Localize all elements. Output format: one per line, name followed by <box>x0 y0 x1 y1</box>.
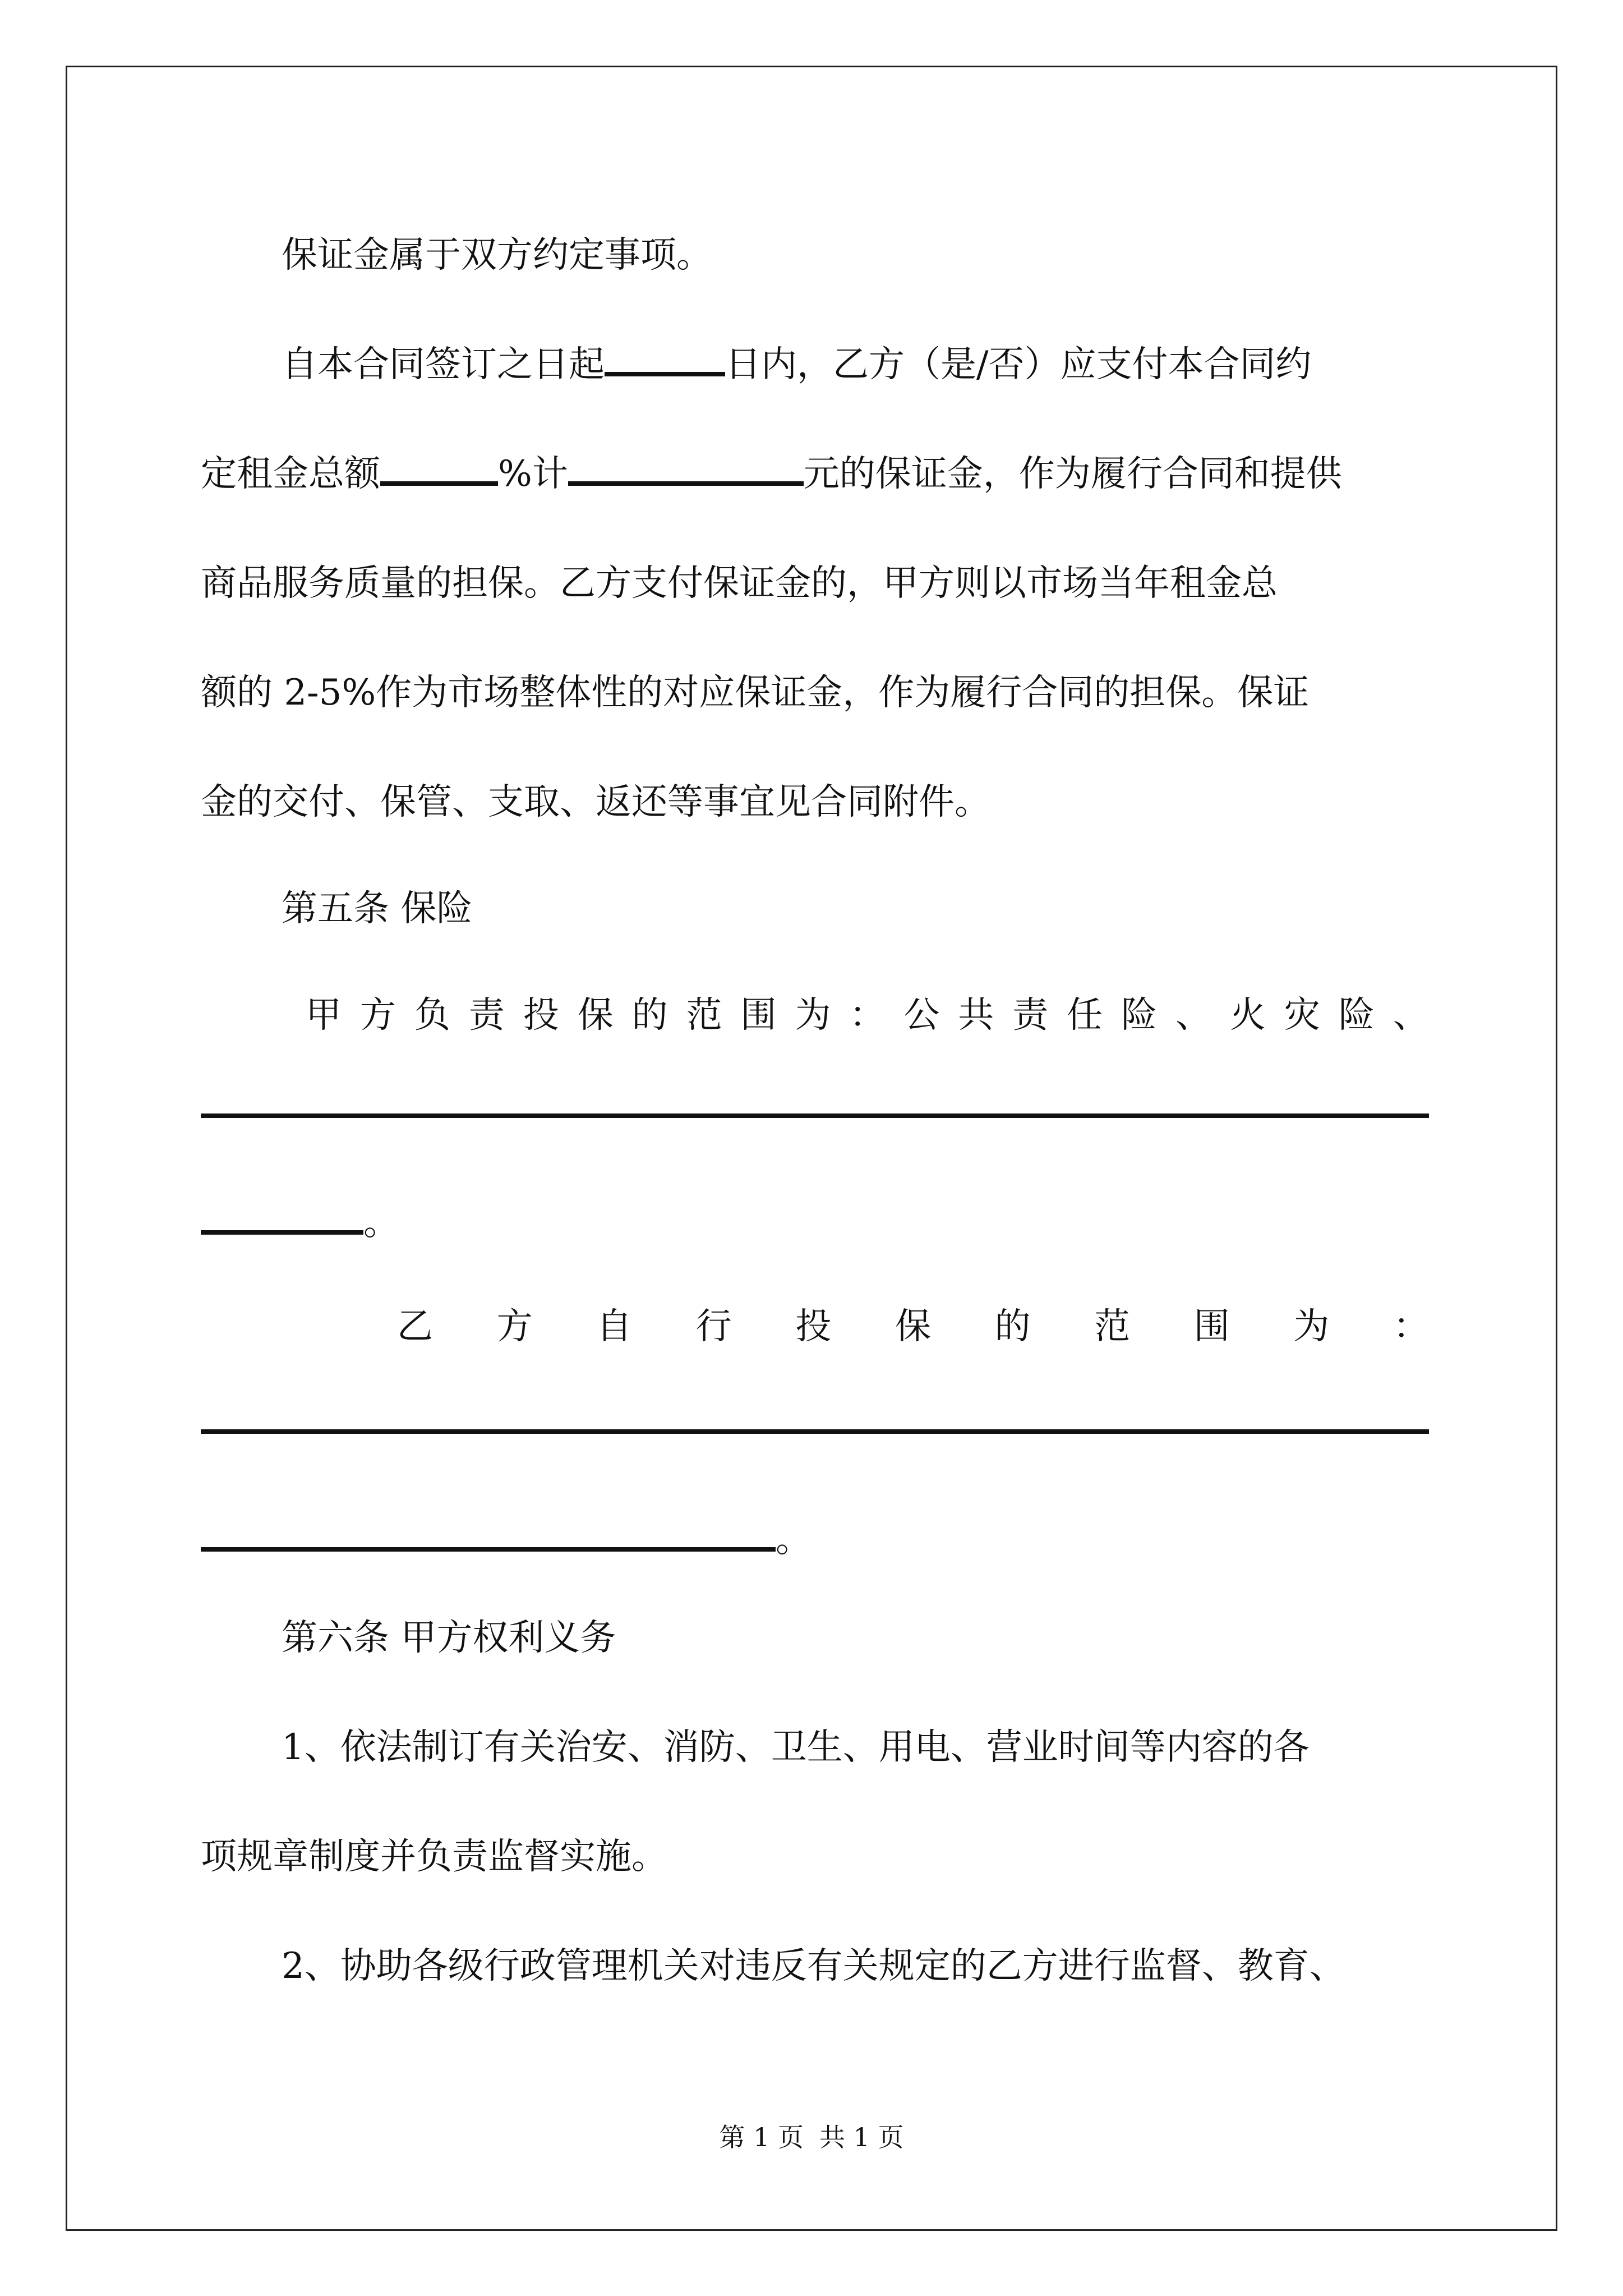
text: %计 <box>498 453 568 495</box>
text: 。 <box>363 1202 399 1244</box>
spaced-char: 甲 <box>306 995 342 1036</box>
spaced-char: 方 <box>359 995 396 1036</box>
blank-amount <box>568 453 804 486</box>
article6-item1-line2 <box>201 1834 1429 1879</box>
blank-rule <box>201 1429 1429 1434</box>
spaced-char: 范 <box>1094 1306 1131 1347</box>
article5-party-b-insurance-end <box>201 1517 1429 1562</box>
article5-party-a-insurance <box>306 993 1429 1038</box>
spaced-char: 险 <box>1121 995 1158 1036</box>
spaced-char: 负 <box>414 995 450 1036</box>
blank-long <box>201 1519 776 1552</box>
text: 商品服务质量的担保。乙方支付保证金的，甲方则以市场当年租金总 <box>201 563 1278 604</box>
article5-party-a-insurance-end <box>201 1200 1429 1245</box>
article6-item2-line1 <box>282 1944 1429 1989</box>
spaced-char: 、 <box>1175 995 1211 1036</box>
spaced-char: 范 <box>686 995 722 1036</box>
paragraph-deposit-line5 <box>201 780 1429 825</box>
text: 项规章制度并负责监督实施。 <box>201 1836 667 1878</box>
spaced-char: 方 <box>496 1306 533 1347</box>
spaced-char: ： <box>849 995 886 1036</box>
text: 额的 2-5%作为市场整体性的对应保证金，作为履行合同的担保。保证 <box>201 672 1310 714</box>
spaced-char: 为 <box>1293 1306 1330 1347</box>
spaced-char: 为 <box>795 995 831 1036</box>
spaced-char: 灾 <box>1284 995 1320 1036</box>
article5-party-b-insurance <box>397 1304 1429 1349</box>
article6-item1-line1 <box>282 1725 1429 1770</box>
text: 定租金总额 <box>201 453 380 495</box>
text: 日内，乙方（是/否）应支付本合同约 <box>725 344 1312 385</box>
spaced-char: 险 <box>1338 995 1375 1036</box>
page-total: 共 1 页 <box>819 2122 904 2152</box>
spaced-char: 乙 <box>397 1306 433 1347</box>
spaced-char: 共 <box>958 995 994 1036</box>
spaced-char: 行 <box>695 1306 732 1347</box>
paragraph-deposit-line3 <box>201 561 1429 606</box>
spaced-char: 、 <box>1393 995 1429 1036</box>
spaced-char: 投 <box>795 1306 832 1347</box>
article6-heading <box>282 1616 1429 1660</box>
paragraph-deposit-agreement <box>282 233 1429 278</box>
blank-short <box>201 1202 363 1235</box>
blank-rule <box>201 1114 1429 1118</box>
spaced-char: 任 <box>1067 995 1103 1036</box>
text: 1、依法制订有关治安、消防、卫生、用电、营业时间等内容的各 <box>282 1727 1310 1768</box>
spaced-char: ： <box>1393 1306 1429 1347</box>
article5-heading <box>282 886 1429 931</box>
text: 金的交付、保管、支取、返还等事宜见合同附件。 <box>201 781 990 823</box>
text: 自本合同签订之日起 <box>282 344 605 385</box>
blank-percent <box>380 453 498 486</box>
spaced-char: 保 <box>577 995 614 1036</box>
spaced-char: 火 <box>1229 995 1266 1036</box>
spaced-char: 投 <box>523 995 559 1036</box>
page-border <box>66 66 1557 2231</box>
spaced-char: 围 <box>1193 1306 1230 1347</box>
text: 2、协助各级行政管理机关对违反有关规定的乙方进行监督、教育、 <box>282 1945 1345 1987</box>
blank-days <box>605 344 725 376</box>
spaced-char: 公 <box>903 995 940 1036</box>
text: 第六条 甲方权利义务 <box>282 1617 616 1659</box>
text: 元的保证金，作为履行合同和提供 <box>803 453 1342 495</box>
page-number: 第 1 页 <box>719 2122 804 2152</box>
spaced-char: 的 <box>631 995 668 1036</box>
spaced-char: 保 <box>895 1306 931 1347</box>
spaced-char: 围 <box>740 995 777 1036</box>
spaced-char: 责 <box>1012 995 1049 1036</box>
paragraph-deposit-line2 <box>201 452 1429 496</box>
paragraph-deposit-line1 <box>282 342 1429 387</box>
spaced-char: 自 <box>596 1306 633 1347</box>
text: 第五条 保险 <box>282 888 473 930</box>
paragraph-deposit-line4 <box>201 670 1429 715</box>
spaced-char: 责 <box>468 995 505 1036</box>
text: 。 <box>776 1519 811 1561</box>
text: 保证金属于双方约定事项。 <box>282 234 712 276</box>
page-footer <box>0 2120 1623 2154</box>
spaced-char: 的 <box>994 1306 1031 1347</box>
